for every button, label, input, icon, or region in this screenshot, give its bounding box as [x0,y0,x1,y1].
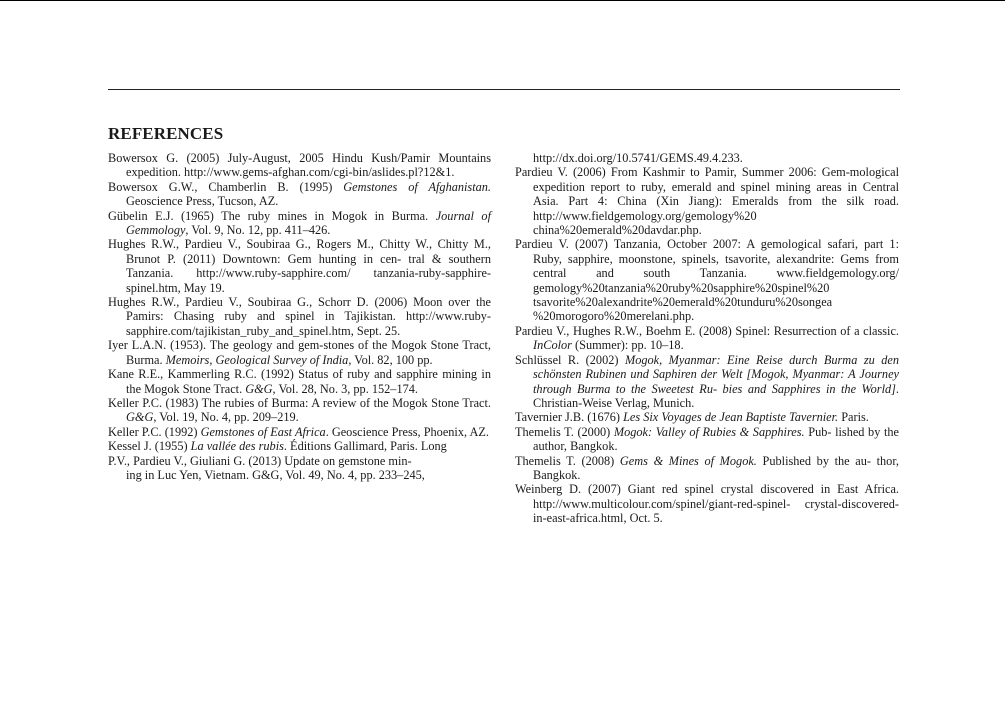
reference-entry: Bowersox G.W., Chamberlin B. (1995) Gemstones of Afghanistan. Geoscience Press, Tucson, AZ. [108,179,492,209]
reference-continuation: http://dx.doi.org/10.5741/GEMS.49.4.233. [533,151,743,165]
reference-entry: Themelis T. (2008) Gems & Mines of Mogok. Published by the au- thor, Bangkok. [515,453,900,482]
reference-continuation: ing in Luc Yen, Vietnam. G&G, Vol. 49, No. 4, pp. 233–245, [126,467,425,482]
reference-entry: Tavernier J.B. (1676) Les Six Voyages de Jean Baptiste Tavernier. Paris. [515,410,869,425]
reference-entry: Keller P.C. (1992) Gemstones of East Africa. Geoscience Press, Phoenix, AZ. [108,424,489,439]
references-right-column [515,151,899,526]
reference-entry: Pardieu V., Hughes R.W., Boehm E. (2008) Spinel: Resurrection of a classic. InColor (Summer): pp. 10–18. [515,323,899,353]
reference-entry: Kessel J. (1955) La vallée des rubis. Éditions Gallimard, Paris. Long [108,439,447,454]
reference-entry: P.V., Pardieu V., Giuliani G. (2013) Update on gemstone min- [108,453,412,468]
reference-entry: Iyer L.A.N. (1953). The geology and gem-stones of the Mogok Stone Tract, Burma. Memoirs, Geological Survey of India, Vol. 82, 100 pp. [108,338,491,367]
reference-entry: Pardieu V. (2007) Tanzania, October 2007: A gemological safari, part 1: Ruby, sapphire, moonstone, spinels, tsavorite, alexandrite: Gems from central and south Tanzania. www.fieldgemology.org/ gemology%20tanzania%20ruby%20sapphire%20spinel%20 tsavorite%20alexandrite%20emerald%20tunduru%20songea %20morogoro%20merelani.php. [515,237,899,324]
top-border [0,0,1005,1]
references-left-column [108,151,491,482]
references-heading: REFERENCES [108,124,224,143]
reference-entry: Bowersox G. (2005) July-August, 2005 Hindu Kush/Pamir Mountains expedition. http://www.gems-afghan.com/cgi-bin/aslides.pl?12&1. [108,151,491,180]
header-rule [108,89,900,90]
reference-entry: Weinberg D. (2007) Giant red spinel crystal discovered in East Africa. http://www.multicolour.com/spinel/giant-red-spinel- crystal-discovered-in-east-africa.html, Oct. 5. [515,482,899,526]
reference-entry: Gübelin E.J. (1965) The ruby mines in Mogok in Burma. Journal of Gemmology, Vol. 9, No. 12, pp. 411–426. [108,208,491,238]
reference-entry: Themelis T. (2000) Mogok: Valley of Rubies & Sapphires. Pub- lished by the author, Bangkok. [515,424,899,454]
reference-entry: Hughes R.W., Pardieu V., Soubiraa G., Schorr D. (2006) Moon over the Pamirs: Chasing ruby and spinel in Tajikistan. http://www.ruby-sapphire.com/tajikistan_ruby_and_spinel.htm, Sept. 25. [108,295,491,338]
reference-entry: Keller P.C. (1983) The rubies of Burma: A review of the Mogok Stone Tract. G&G, Vol. 19, No. 4, pp. 209–219. [108,395,491,425]
reference-entry: Pardieu V. (2006) From Kashmir to Pamir, Summer 2006: Gem-mological expedition report to ruby, emerald and spinel mining areas in Central Asia. Part 4: China (Xin Jiang): Emeralds from the silk road. http://www.fieldgemology.org/gemology%20 china%20emerald%20davdar.php. [515,165,899,238]
reference-entry: Hughes R.W., Pardieu V., Soubiraa G., Rogers M., Chitty W., Chitty M., Brunot P. (2011) Downtown: Gem hunting in cen- tral & southern Tanzania. http://www.ruby-sapphire.com/ tanzania-ruby-sapphire-spinel.htm, May 19. [108,237,491,295]
reference-entry: Schlüssel R. (2002) Mogok, Myanmar: Eine Reise durch Burma zu den schönsten Rubinen und Saphiren der Welt [Mogok, Myanmar: A Journey through Burma to the Sweetest Ru- bies and Sapphires in the World]. Christian-Weise Verlag, Munich. [515,352,899,410]
reference-entry: Kane R.E., Kammerling R.C. (1992) Status of ruby and sapphire mining in the Mogok Stone Tract. G&G, Vol. 28, No. 3, pp. 152–174. [108,367,491,396]
